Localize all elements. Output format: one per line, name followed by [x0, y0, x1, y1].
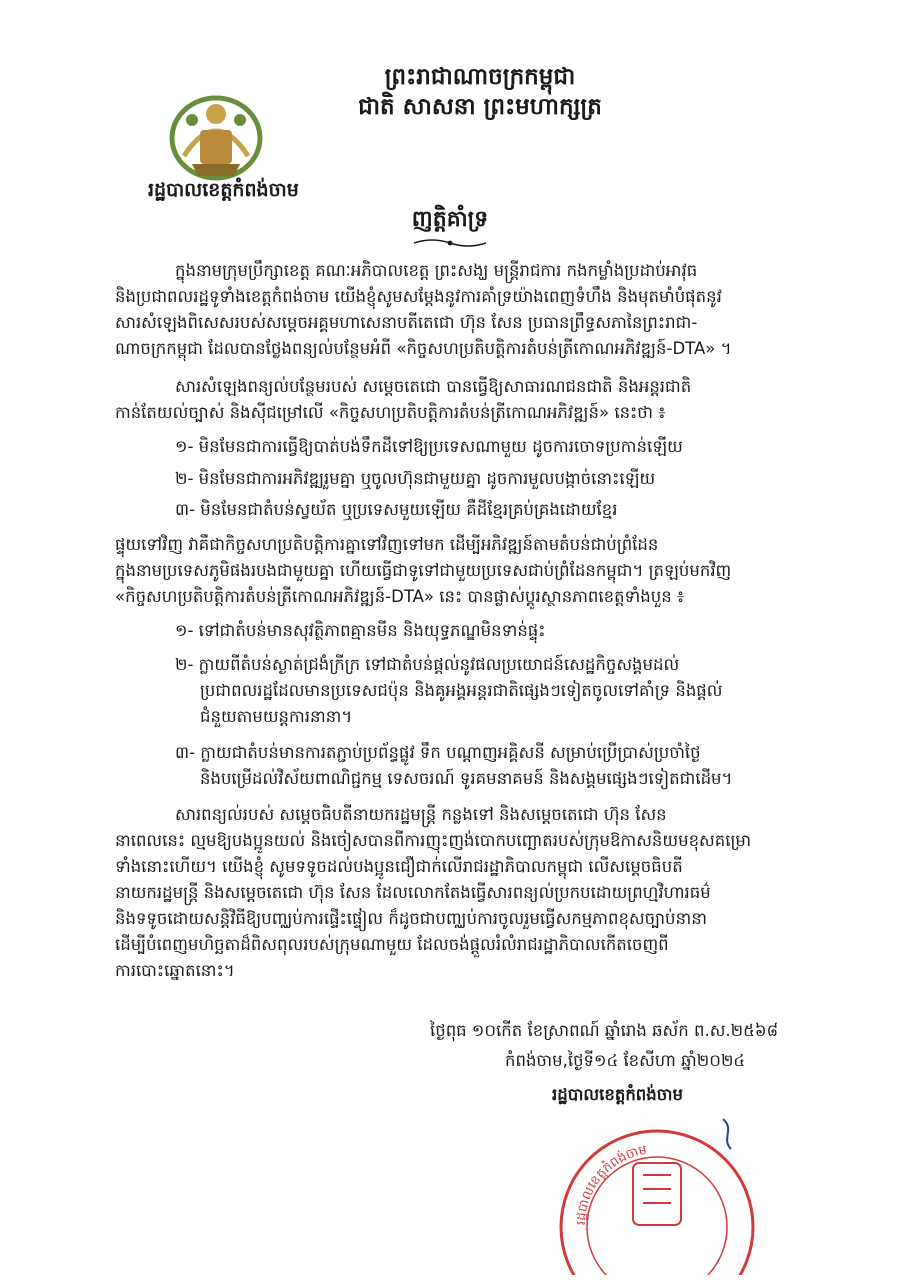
body-line: សារសំឡេងពន្យល់បន្ថែមរបស់ សម្តេចតេជោ បានធ្វើឱ្យសាធារណជនជាតិ និងអន្តរជាតិ	[175, 377, 692, 396]
list-item: ១- មិនមែនជាការធ្វើឱ្យបាត់បង់ទឹកដីទៅឱ្យប្រទេសណាមួយ ដូចការចោទប្រកាន់ឡើយ	[175, 437, 683, 456]
body-line: ទាំងនោះហើយ។ យើងខ្ញុំ សូមទទូចដល់បងប្អូនជឿជាក់លើរាជរដ្ឋាភិបាលកម្ពុជា លើសម្តេចធិបតី	[115, 857, 683, 876]
list-item: ២- ក្លាយពីតំបន់ស្ងាត់ជ្រងំក្រីក្រ ទៅជាតំបន់ផ្តល់នូវផលប្រយោជន៍សេដ្ឋកិច្ចសង្គមដល់	[175, 655, 680, 674]
body-line: នាយករដ្ឋមន្ត្រី និងសម្តេចតេជោ ហ៊ុន សែន ដែលលោកតែងធ្វើសារពន្យល់ប្រកបដោយព្រហ្មវិហារធម៌	[115, 883, 711, 902]
issuing-office: រដ្ឋបាលខេត្តកំពង់ចាម	[148, 179, 299, 201]
body-line: ដើម្បីបំពេញមហិច្ឆតាដ៏ពិសពុលរបស់ក្រុមណាមួយ ដែលចង់ផ្តួលរំលំរាជរដ្ឋាភិបាលកើតចេញពី	[115, 935, 669, 954]
body-line: ក្នុងនាមក្រុមប្រឹក្សាខេត្ត គណៈអភិបាលខេត្ត ព្រះសង្ឃ មន្ត្រីរាជការ កងកម្លាំងប្រដាប់អាវុធ	[175, 261, 698, 280]
body-line: ការបោះឆ្នោតនោះ។	[115, 961, 235, 980]
body-line: និងប្រជាពលរដ្ឋទូទាំងខេត្តកំពង់ចាម យើងខ្ញុំសូមសម្តែងនូវការគាំទ្រយ៉ាងពេញទំហឹង និងមុតមាំបំផុតនូវ	[115, 287, 722, 306]
body-line: សារពន្យល់របស់ សម្តេចធិបតីនាយករដ្ឋមន្ត្រី កន្លងទៅ និងសម្តេចតេជោ ហ៊ុន សែន	[175, 805, 667, 824]
national-motto: ជាតិ សាសនា ព្រះមហាក្សត្រ	[358, 94, 602, 120]
body-line: នាពេលនេះ ល្មមឱ្យបងប្អូនយល់ និងចៀសបានពីការញុះញង់បោកបញ្ឆោតរបស់ក្រុមឱកាសនិយមខុសគម្រោ	[115, 831, 752, 850]
official-seal-icon	[545, 1115, 770, 1275]
body-line: ផ្ទុយទៅវិញ វាគឺជាកិច្ចសហប្រតិបត្តិការគ្នាទៅវិញទៅមក ដើម្បីអភិវឌ្ឍន៍តាមតំបន់ជាប់ព្រំដែន	[115, 535, 659, 554]
body-line: ក្នុងនាមប្រទេសភូមិផងរបងជាមួយគ្នា ហើយធ្វើជាទូទៅជាមួយប្រទេសជាប់ព្រំដែនកម្ពុជា។ ត្រឡប់មកវិញ	[115, 561, 732, 580]
list-item: ៣- មិនមែនជាតំបន់ស្វយ័ត ឬប្រទេសមួយឡើយ គឺដីខ្មែរគ្រប់គ្រងដោយខ្មែរ	[175, 500, 618, 519]
body-line: កាន់តែយល់ច្បាស់ និងស៊ីជម្រៅលើ «កិច្ចសហប្រតិបត្តិការតំបន់ត្រីកោណអភិវឌ្ឍន៍» នេះថា ៖	[115, 403, 666, 422]
list-item: ១- ទៅជាតំបន់មានសុវត្ថិភាពគ្មានមីន និងយុទ្ធភណ្ឌមិនទាន់ផ្ទុះ	[175, 621, 546, 640]
body-line: ណាចក្រកម្ពុជា ដែលបានថ្លែងពន្យល់បន្ថែមអំពី «កិច្ចសហប្រតិបត្តិការតំបន់ត្រីកោណអភិវឌ្ឍន៍-DTA» ។	[115, 339, 732, 358]
list-item-continuation: និងបម្រើដល់វិស័យពាណិជ្ជកម្ម ទេសចរណ៍ ទូរគមនាគមន៍ និងសង្គមផ្សេងៗទៀតជាដើម។	[200, 769, 733, 788]
solar-date: កំពង់ចាម,ថ្ងៃទី១៤ ខែសីហា ឆ្នាំ២០២៤	[505, 1051, 746, 1070]
lunar-date: ថ្ងៃពុធ ១០កើត ខែស្រាពណ៍ ឆ្នាំរោង ឆស័ក ព.ស.២៥៦៨	[430, 1021, 779, 1040]
list-item: ៣- ក្លាយជាតំបន់មានការតភ្ជាប់ប្រព័ន្ធផ្លូវ ទឹក បណ្តាញអគ្គិសនី សម្រាប់ប្រើប្រាស់ប្រចាំថ្ងៃ	[175, 743, 701, 762]
title-ornament-icon	[412, 237, 488, 249]
list-item-continuation: ជំនួយតាមយន្តការនានា។	[200, 707, 353, 726]
list-item-continuation: ប្រជាពលរដ្ឋដែលមានប្រទេសជប៉ុន និងគូអង្គអន្តរជាតិផ្សេងៗទៀតចូលទៅគាំទ្រ និងផ្តល់	[200, 681, 723, 700]
body-line: និងទទូចដោយសន្តិវិធីឱ្យបញ្ឈប់ការផ្ទើះផ្ទៀល ក៏ដូចជាបញ្ឈប់ការចូលរួមធ្វើសកម្មភាពខុសច្បាប់នានា	[115, 909, 707, 928]
document-title: ញត្តិគាំទ្រ	[411, 207, 489, 232]
list-item: ២- មិនមែនជាការអភិវឌ្ឍរួមគ្នា ឬចូលហ៊ុនជាមួយគ្នា ដូចការមួលបង្កាច់នោះឡើយ	[175, 469, 656, 488]
seal-text: រដ្ឋបាលខេត្តកំពង់ចាម	[573, 1142, 649, 1226]
body-line: «កិច្ចសហប្រតិបត្តិការតំបន់ត្រីកោណអភិវឌ្ឍន៍-DTA» នេះ បានផ្លាស់ប្តូរស្ថានភាពខេត្តទាំងបួន ៖	[115, 587, 685, 606]
body-line: សារសំឡេងពិសេសរបស់សម្តេចអគ្គមហាសេនាបតីតេជោ ហ៊ុន សែន ប្រធានព្រឹទ្ធសភានៃព្រះរាជា-	[115, 313, 698, 332]
emblem-icon	[164, 86, 268, 182]
kingdom-title: ព្រះរាជាណាចក្រកម្ពុជា	[384, 64, 576, 90]
signatory-office: រដ្ឋបាលខេត្តកំពង់ចាម	[552, 1085, 683, 1104]
